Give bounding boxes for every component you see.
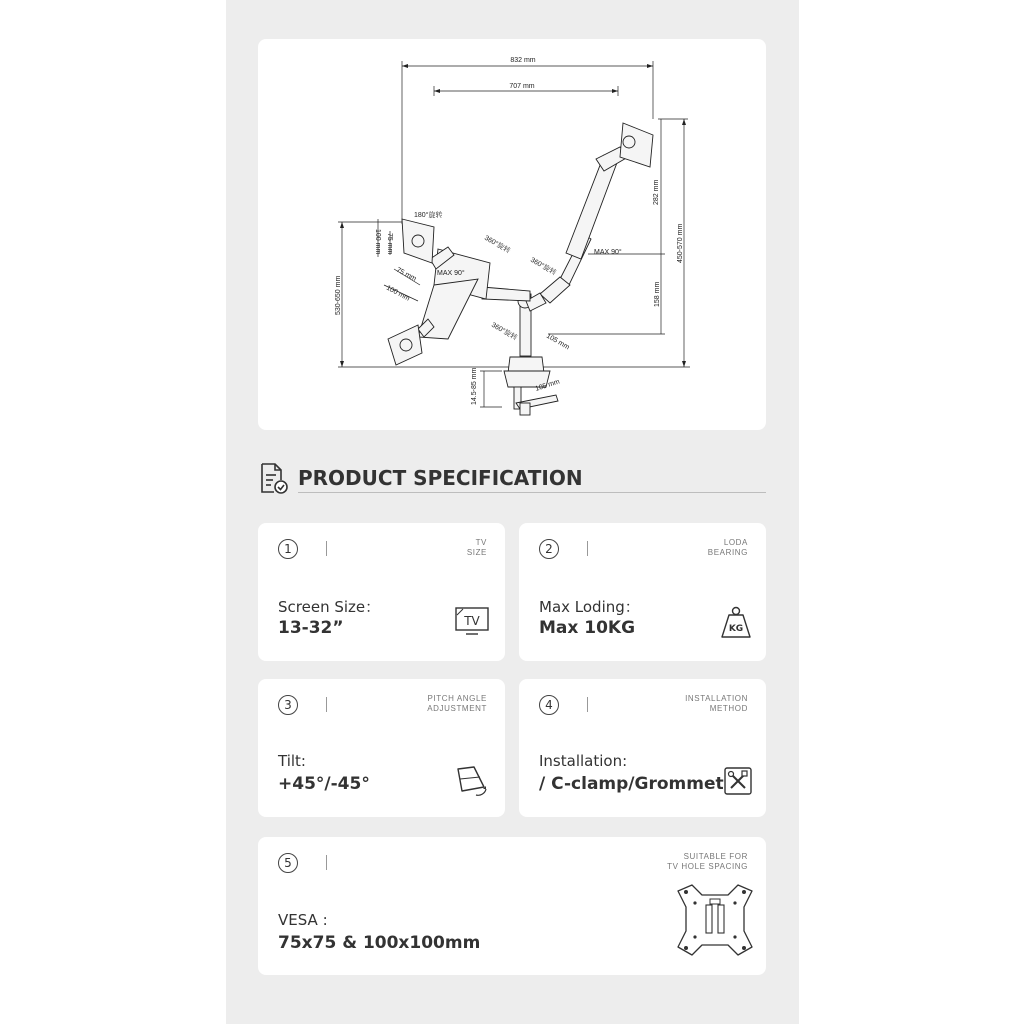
divider [587,697,588,712]
tools-icon [724,767,752,795]
label-rotation-180: 180°旋转 [414,212,443,219]
spec-tag: INSTALLATION METHOD [685,694,748,713]
spec-card-tv-size [258,523,505,661]
dim-vesa-75-vertical: 75 mm [386,233,393,255]
monitor-arm-dimension-diagram [258,39,766,430]
label-rotation-360-a: 360°旋转 [483,234,512,255]
spec-number: 4 [539,695,559,715]
weight-icon [720,605,752,639]
label-max-tilt-b: MAX 90° [437,270,465,277]
spec-card-installation [519,679,766,817]
tv-icon [455,607,489,637]
divider [587,541,588,556]
document-check-icon [258,462,290,494]
spec-number: 1 [278,539,298,559]
spec-tag: TV SIZE [466,538,487,557]
section-divider [298,492,766,493]
spec-number: 2 [539,539,559,559]
spec-tag: PITCH ANGLE ADJUSTMENT [427,694,487,713]
dim-clamp-range: 14.5-85 mm [471,367,478,405]
spec-value: +45°/-45° [278,774,370,794]
divider [326,697,327,712]
vesa-plate-icon [676,883,754,957]
spec-label: Installation: [539,752,628,770]
spec-tag: SUITABLE FOR TV HOLE SPACING [667,852,748,871]
dim-clamp-depth: 105 mm [534,378,561,393]
label-rotation-360-b: 360°旋转 [529,256,558,277]
dim-left-height: 530-650 mm [335,275,342,315]
divider [326,855,327,870]
spec-card-tilt [258,679,505,817]
spec-card-load-bearing [519,523,766,661]
dim-height-upper: 282 mm [653,179,660,205]
spec-number: 3 [278,695,298,715]
spec-label: Max Loding： [539,598,640,616]
dim-vesa-100-vertical: 100 mm [374,229,381,255]
dim-pole-offset: 105 mm [545,332,571,352]
product-specification-header [258,462,766,494]
dimension-diagram-card [258,39,766,430]
spec-value: 13-32” [278,618,344,638]
spec-label: Screen Size： [278,598,381,616]
spec-card-vesa [258,837,766,975]
label-rotation-360-c: 360°旋转 [490,321,519,342]
dim-vesa-75-horizontal: 75 mm [395,266,418,283]
dim-height-lower: 158 mm [654,281,661,307]
dim-width-total: 832 mm [510,57,536,64]
spec-value: Max 10KG [539,618,636,638]
tv-icon-text: TV [464,614,480,628]
spec-label: VESA : [278,911,328,929]
spec-label: Tilt: [278,752,306,770]
spec-number: 5 [278,853,298,873]
section-title: PRODUCT SPECIFICATION [298,466,583,490]
tilt-icon [454,765,490,799]
weight-icon-text: KG [728,624,744,634]
spec-tag: LODA BEARING [707,538,748,557]
spec-value: 75x75 & 100x100mm [278,933,481,953]
spec-value: / C-clamp/Grommet [539,774,724,794]
dim-vesa-100-horizontal: 100 mm [385,284,411,303]
divider [326,541,327,556]
label-max-tilt-a: MAX 90° [594,249,622,256]
dim-width-inner: 707 mm [509,83,535,90]
dim-height-range: 450-570 mm [677,223,684,263]
